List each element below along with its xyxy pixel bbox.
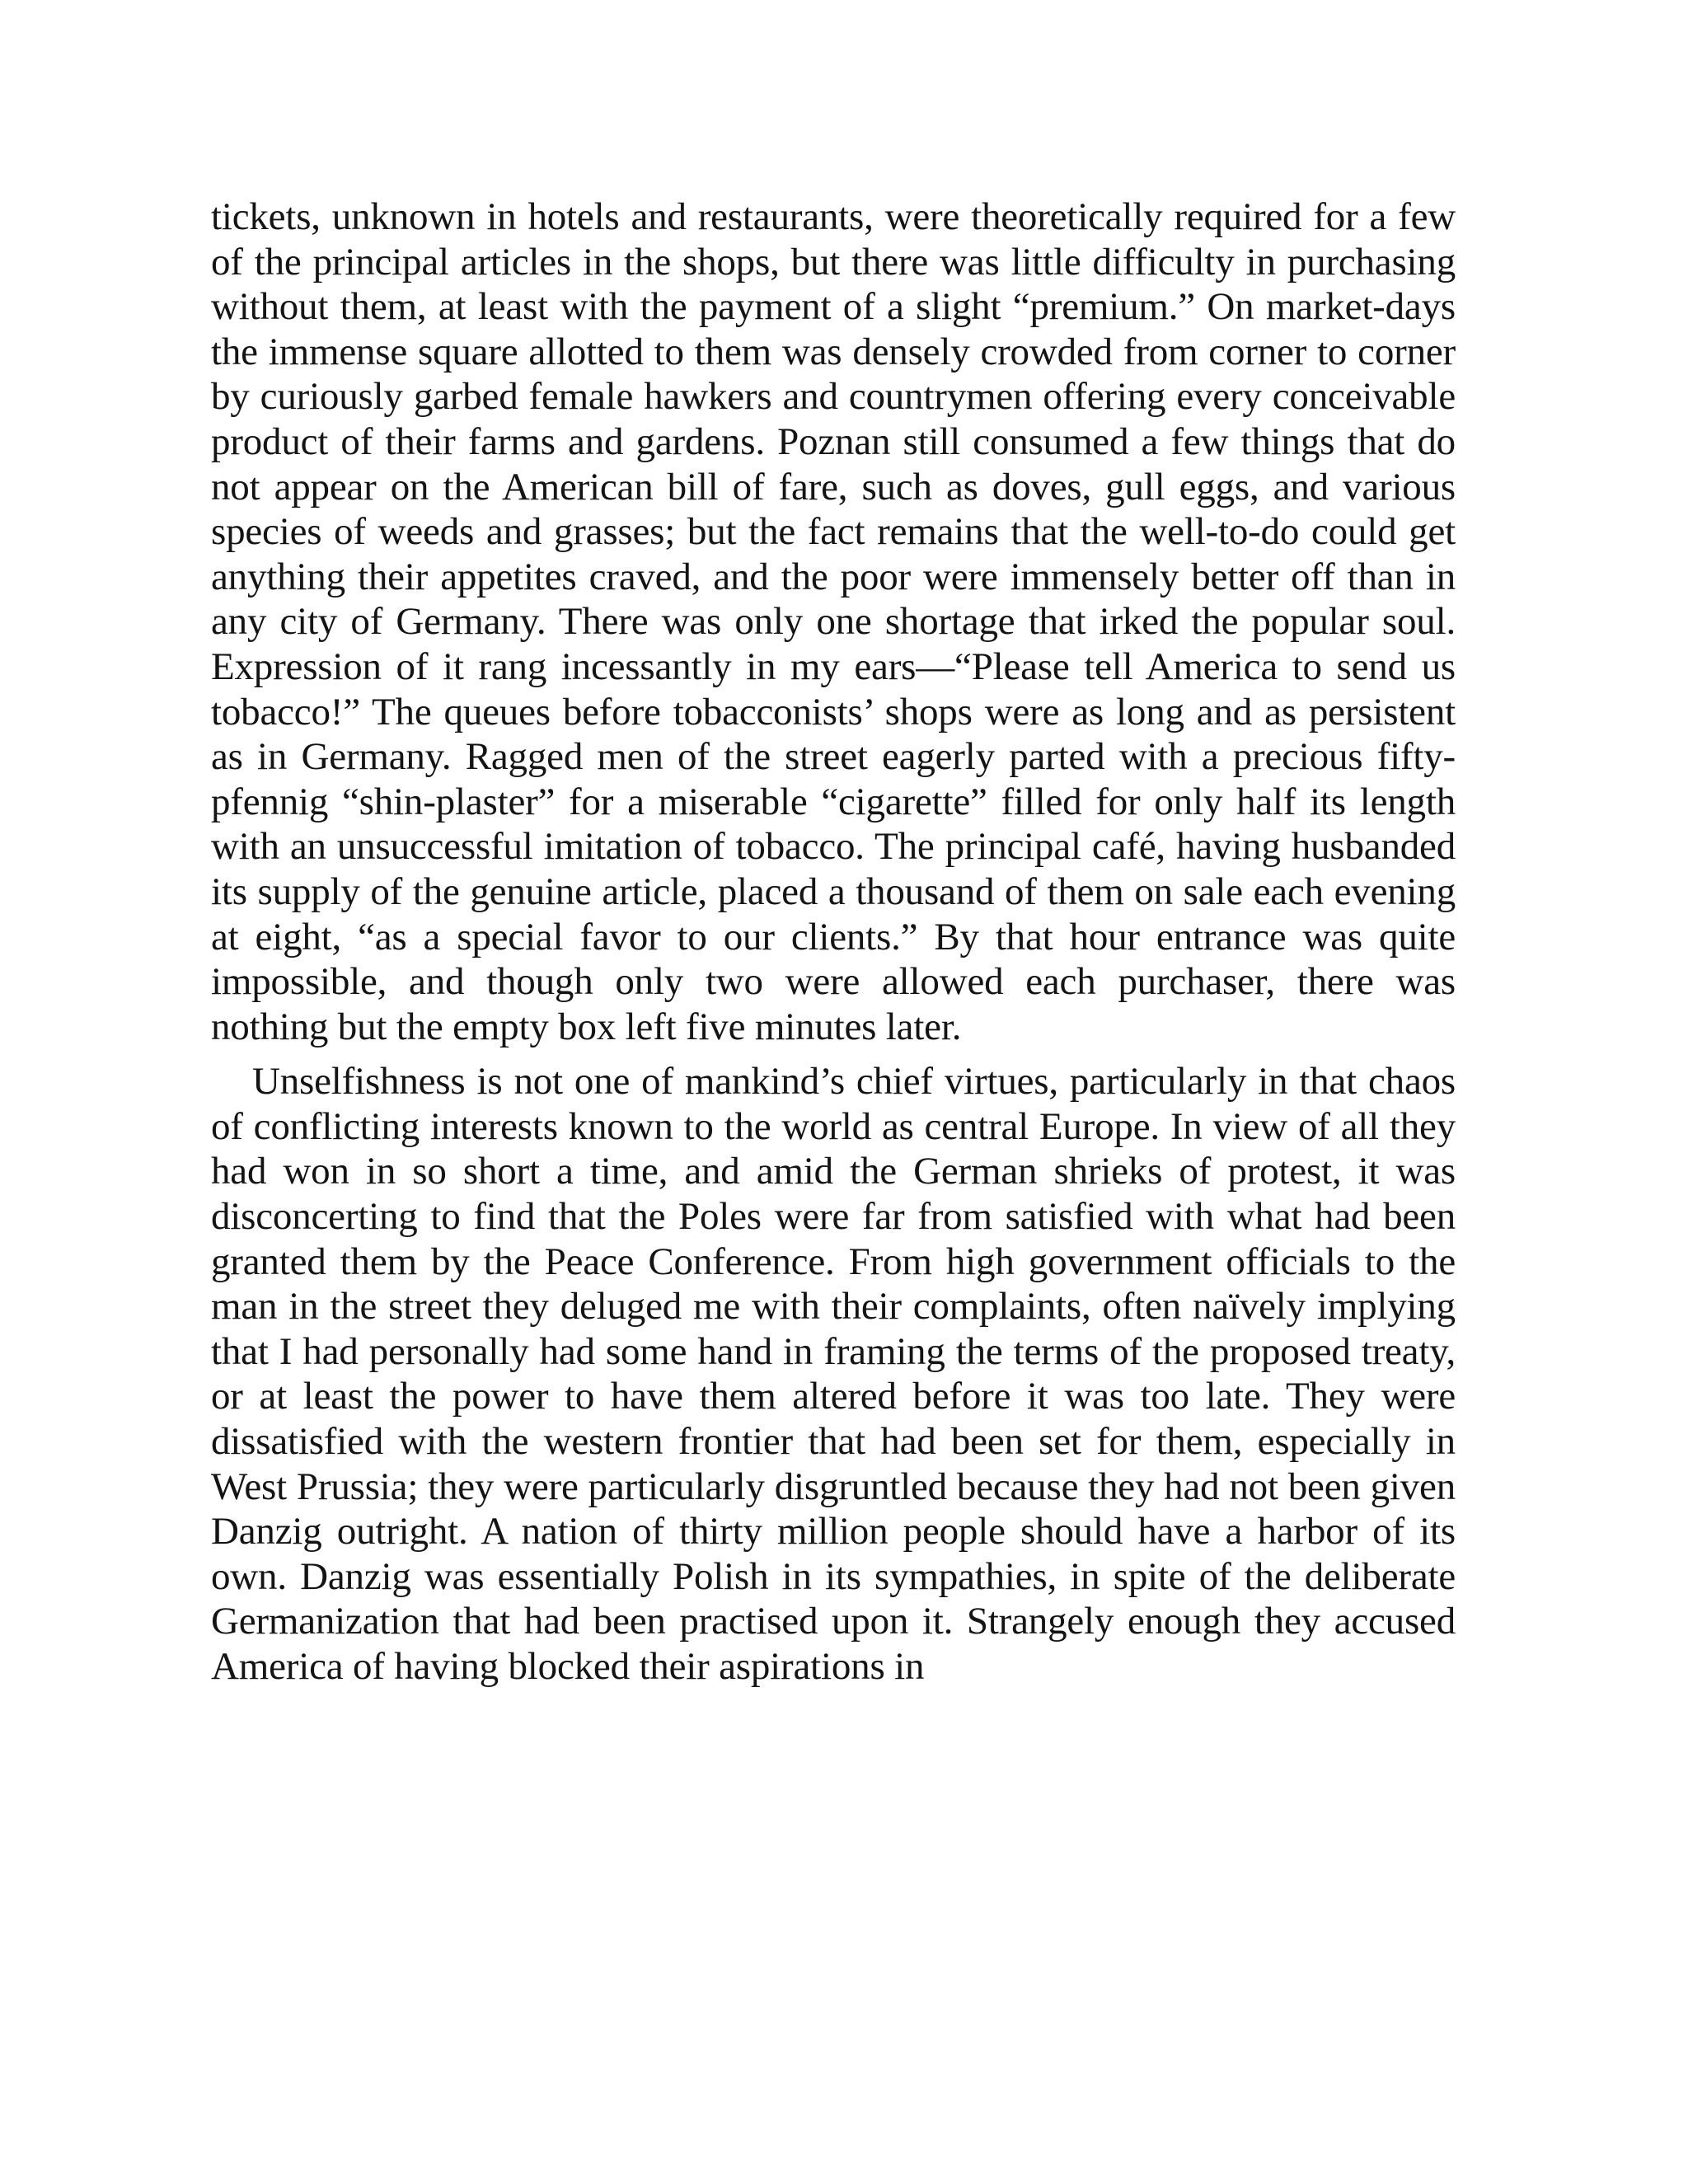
page-body xyxy=(211,194,1456,1690)
paragraph-unselfishness: Unselfishness is not one of mankind’s chief virtues, particularly in that chaos of conflicting interests known to the world as central Europe. In view of all they had won in so short a time, and amid the German shrieks of protest, it was disconcerting to find that the Poles were far from satisfied with what had been granted them by the Peace Conference. From high government officials to the man in the street they deluged me with their complaints, often naïvely implying that I had personally had some hand in framing the terms of the proposed treaty, or at least the power to have them altered before it was too late. They were dissatisfied with the western frontier that had been set for them, especially in West Prussia; they were particularly disgruntled because they had not been given Danzig outright. A nation of thirty million people should have a harbor of its own. Danzig was essentially Polish in its sympathies, in spite of the deliberate Germanization that had been practised upon it. Strangely enough they accused America of having blocked their aspirations in xyxy=(211,1060,1456,1688)
paragraph-continued: tickets, unknown in hotels and restaurants, were theoretically required for a few of the principal articles in the shops, but there was little difficulty in purchasing without them, at least with the payment of a slight “premium.” On market-days the immense square allotted to them was densely crowded from corner to corner by curiously garbed female hawkers and countrymen offering every conceivable product of their farms and gardens. Poznan still consumed a few things that do not appear on the American bill of fare, such as doves, gull eggs, and various species of weeds and grasses; but the fact remains that the well-to-do could get anything their appetites craved, and the poor were immensely better off than in any city of Germany. There was only one shortage that irked the popular soul. Expression of it rang incessantly in my ears—“Please tell America to send us tobacco!” The queues before tobacconists’ shops were as long and as persistent as in Germany. Ragged men of the street eagerly parted with a precious fifty-pfennig “shin-plaster” for a miserable “cigarette” filled for only half its length with an unsuccessful imitation of tobacco. The principal café, having husbanded its supply of the genuine article, placed a thousand of them on sale each evening at eight, “as a special favor to our clients.” By that hour entrance was quite impossible, and though only two were allowed each purchaser, there was nothing but the empty box left five minutes later. xyxy=(211,195,1456,1048)
